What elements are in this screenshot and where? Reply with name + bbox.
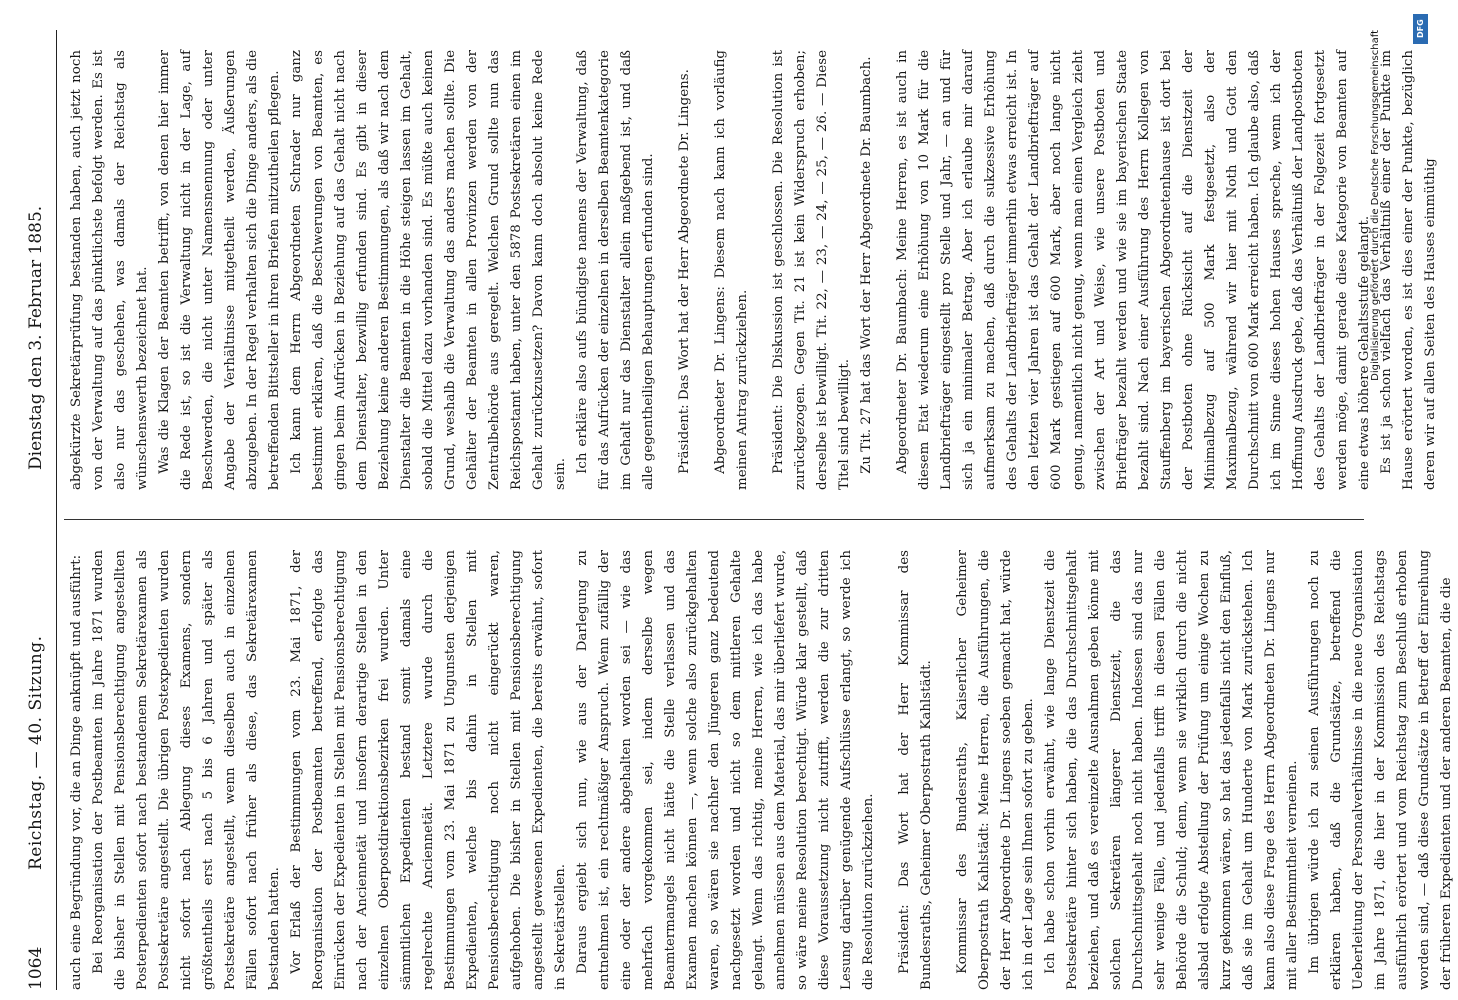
session-date: Dienstag den 3. Februar 1885. [26,205,46,470]
paragraph: Zu Tit. 27 hat das Wort der Herr Abgeordnete Dr. Baumbach. [859,56,874,474]
header-rule [56,30,57,990]
digitization-note: Digitalisierung gefördert durch die Deutsche Forschungsgemeinschaft [1370,30,1381,381]
paragraph: Was die Klagen der Beamten betrifft, von denen hier immer die Rede ist, so ist die Verwaltung nicht in der Lage, auf Beschwerden, die nicht unter Namensnennung oder unter Angabe der Verhältnisse mitgetheilt werden, Äußerungen abzugeben. In der Regel verhalten sich die Dinge anders, als die betreffenden Bittsteller in ihren Briefen mitzutheilen pflegen. [157,50,282,490]
column-divider [64,519,1364,520]
paragraph: auch eine Begründung vor, die an Dinge anknüpft und ausführt: [69,554,84,990]
paragraph: Im übrigen würde ich zu seinen Ausführungen noch zu erklären haben, daß die Grundsätze, betreffend die Ueberleitung der Personalverhältnisse in die neue Organisation im Jahre 1871, die hier in der Kommission des Reichstags ausführlich erörtert und vom Reichstag zum Beschluß erhoben worden sind, — daß diese Grundsätze in Betreff der Einreihung der früheren Expedienten und der anderen Beamten, die die [1307,550,1454,990]
speaker-paragraph: Kommissar des Bundesraths, Kaiserlicher Geheimer Oberpostrath Kahlstädt: Meine Herren, die Ausführungen, die der Herr Abgeordnete Dr. Lingens soeben gemacht hat, würde ich in der Lage sein Ihnen sofort zu geben. [955,550,1036,990]
dfg-logo: DFG [1413,14,1428,44]
speaker-paragraph: Präsident: Das Wort hat der Herr Kommissar des Bundesraths, Geheimer Oberpostrath Kahlstädt. [897,550,934,990]
rotated-page [26,30,1454,990]
paragraph: Bei Reorganisation der Postbeamten im Jahre 1871 wurden die bisher in Stellen mit Pensionsberechtigung angestellten Posterpedienten sofort nach bestandenem Sekretärexamen als Postsekretäre angestellt. Die übrigen Postexpedienten wurden nicht sofort nach Ablegung dieses Examens, sondern größtentheils erst nach 5 bis 6 Jahren und später als Postsekretäre angestellt, wenn dieselben auch in einzelnen Fällen sofort nach früher als diese, das Sekretärexamen bestanden hatten. [91,550,282,990]
paragraph: Ich kann dem Herrn Abgeordneten Schrader nur ganz bestimmt erklären, daß die Beschwerungen von Beamten, es gingen beim Aufrücken in Beziehung auf das Gehalt nicht nach dem Dienstalter, bezwillig erfunden sind. Es gibt in dieser Beziehung keine anderen Bestimmungen, als daß wir nach dem Dienstalter die Beamten in die Höhe steigen lassen im Gehalt, sobald die Mittel dazu vorhanden sind. Es müßte auch keinen Grund, weshalb die Verwaltung das anders machen sollte. Die Gehälter der Beamten in allen Provinzen werden von der Zentralbehörde aus geregelt. Welchen Grund sollte nun das Reichspostamt haben, unter den 5878 Postsekretären einen im Gehalt zurückzusetzen? Davon kann doch absolut keine Rede sein. [289,50,568,490]
paragraph: Vor Erlaß der Bestimmungen vom 23. Mai 1871, der Reorganisation der Postbeamten betreffend, erfolgte das Einrücken der Expedienten in Stellen mit Pensionsberechtigung nach der Anciennetät und insofern derartige Stellen in den einzelnen Oberpostdirektionsbezirken frei wurden. Unter sämmtlichen Expedienten bestand somit damals eine regelrechte Anciennetät. Letztere wurde durch die Bestimmungen vom 23. Mai 1871 zu Ungunsten derjenigen Expedienten, welche bis dahin in Stellen mit Pensionsberechtigung noch nicht eingerückt waren, aufgehoben. Die bisher in Stellen mit Pensionsberechtigung angestellt gewesenen Expedienten, die bereits erwähnt, sofort in Sekretärstellen. [289,550,568,990]
paragraph: Daraus ergiebt sich nun, wie aus der Darlegung zu entnehmen ist, ein rechtmäßiger Anspruch. Wenn zufällig der eine oder der andere abgehalten worden sei — wie das mehrfach vorgekommen sei, indem derselbe wegen Beamtermangels nicht hätte die Stelle verlassen und das Examen machen können —, wenn solche also zurückgehalten waren, so wären sie nachher den Jüngeren ganz bedeutend nachgesetzt worden und nicht so dem mittleren Gehalte gelangt. Wenn das richtig, meine Herren, wie ich das habe annehmen müssen aus dem Material, das mir überliefert wurde, so wäre meine Resolution berechtigt. Würde klar gestellt, daß diese Voraussetzung nicht zutrifft, werden die zur dritten Lesung darüber genügende Aufschlüsse erlangt, so werde ich die Resolution zurückziehen. [575,550,876,990]
page-header [26,30,52,990]
paragraph: Ich habe schon vorhin erwähnt, wie lange Dienstzeit die Postsekretäre hinter sich haben, die das Durchschnittsgehalt beziehen, und daß es vereinzelte Ausnahmen geben könne mit solchen Sekretären längerer Dienstzeit, die das Durchschnittsgehalt noch nicht haben. Indessen sind das nur sehr wenige Fälle, und jedenfalls trifft in diesen Fällen die Behörde die Schuld; denn, wenn sie wirklich durch die nicht alsbald erfolgte Abstellung der Prüfung um einige Wochen zu kurz gekommen wären, so hat das jedenfalls nicht den Einfluß, daß sie im Gehalt um Hunderte von Mark zurückstehen. Ich kann also diese Frage des Herrn Abgeordneten Dr. Lingens nur mit aller Bestimmtheit verneinen. [1043,550,1300,990]
paragraph: Es ist ja schon vielfach das Verhältniß einer der Punkte im Hause erörtert worden, es ist dies einer der Punkte, bezüglich deren wir auf allen Seiten des Hauses einmüthig [1379,50,1438,490]
left-column [66,550,1458,990]
paragraph: Ich erkläre also aufs bündigste namens der Verwaltung, daß für das Aufrücken der einzelnen in derselben Beamtenkategorie im Gehalt nur das Dienstalter allein maßgebend ist, und daß alle gegentheiligen Behauptungen erfunden sind. [575,50,656,490]
speaker-paragraph: Präsident: Das Wort hat der Herr Abgeordnete Dr. Lingens. [677,69,692,474]
session-title: Reichstag. — 40. Sitzung. [26,635,46,870]
page-number: 1064 [26,946,46,990]
paragraph: abgekürzte Sekretärprüfung bestanden haben, auch jetzt noch von der Verwaltung auf das pünktlichste befolgt werden. Es ist also nur das geschehen, was damals der Reichstag als wünschenswerth bezeichnet hat. [69,50,150,490]
speaker-paragraph: Abgeordneter Dr. Baumbach: Meine Herren, es ist auch in diesem Etat wiederum eine Erhöhung von 10 Mark für die Landbriefträger eingestellt pro Stelle und Jahr, — an und für sich ja ein minimaler Betrag. Aber ich erlaube mir darauf aufmerksam zu machen, daß durch die sukzessive Erhöhung des Gehalts der Landbriefträger immerhin etwas erreicht ist. In den letzten vier Jahren ist das Gehalt der Landbriefträger auf 600 Mark gestiegen auf 600 Mark, aber noch lange nicht genug, namentlich nicht genug, wenn man einen Vergleich zieht zwischen der Art und Weise, wie unsere Postboten und Briefträger bezahlt werden und wie sie im bayerischen Staate bezahlt sind. Nach einer Ausführung des Herrn Kollegen von Stauffenberg im bayerischen Abgeordnetenhause ist dort bei der Postboten ohne Rücksicht auf die Dienstzeit der Minimalbezug auf 500 Mark festgesetzt, also der Maximalbezug, während wir hier mit Noth und Gott den Durchschnitt von 600 Mark erreicht haben. Ich glaube also, daß ich im Sinne dieses hohen Hauses spreche, wenn ich der Hoffnung Ausdruck gebe, daß das Verhältniß der Landpostboten des Gehalts der Landbriefträger in der Folgezeit fortgesetzt werden möge, damit gerade diese Kategorie von Beamten auf eine etwas höhere Gehaltsstufe gelangt. [895,50,1372,490]
right-column [66,50,1442,490]
speaker-paragraph: Abgeordneter Dr. Lingens: Diesem nach kann ich vorläufig meinen Antrag zurückziehen. [713,50,750,490]
speaker-paragraph: Präsident: Die Diskussion ist geschlossen. Die Resolution ist zurückgezogen. Gegen Tit. 21 ist kein Widerspruch erhoben; derselbe ist bewilligt. Tit. 22, — 23, — 24, — 25, — 26. — Diese Titel sind bewilligt. [771,50,852,490]
